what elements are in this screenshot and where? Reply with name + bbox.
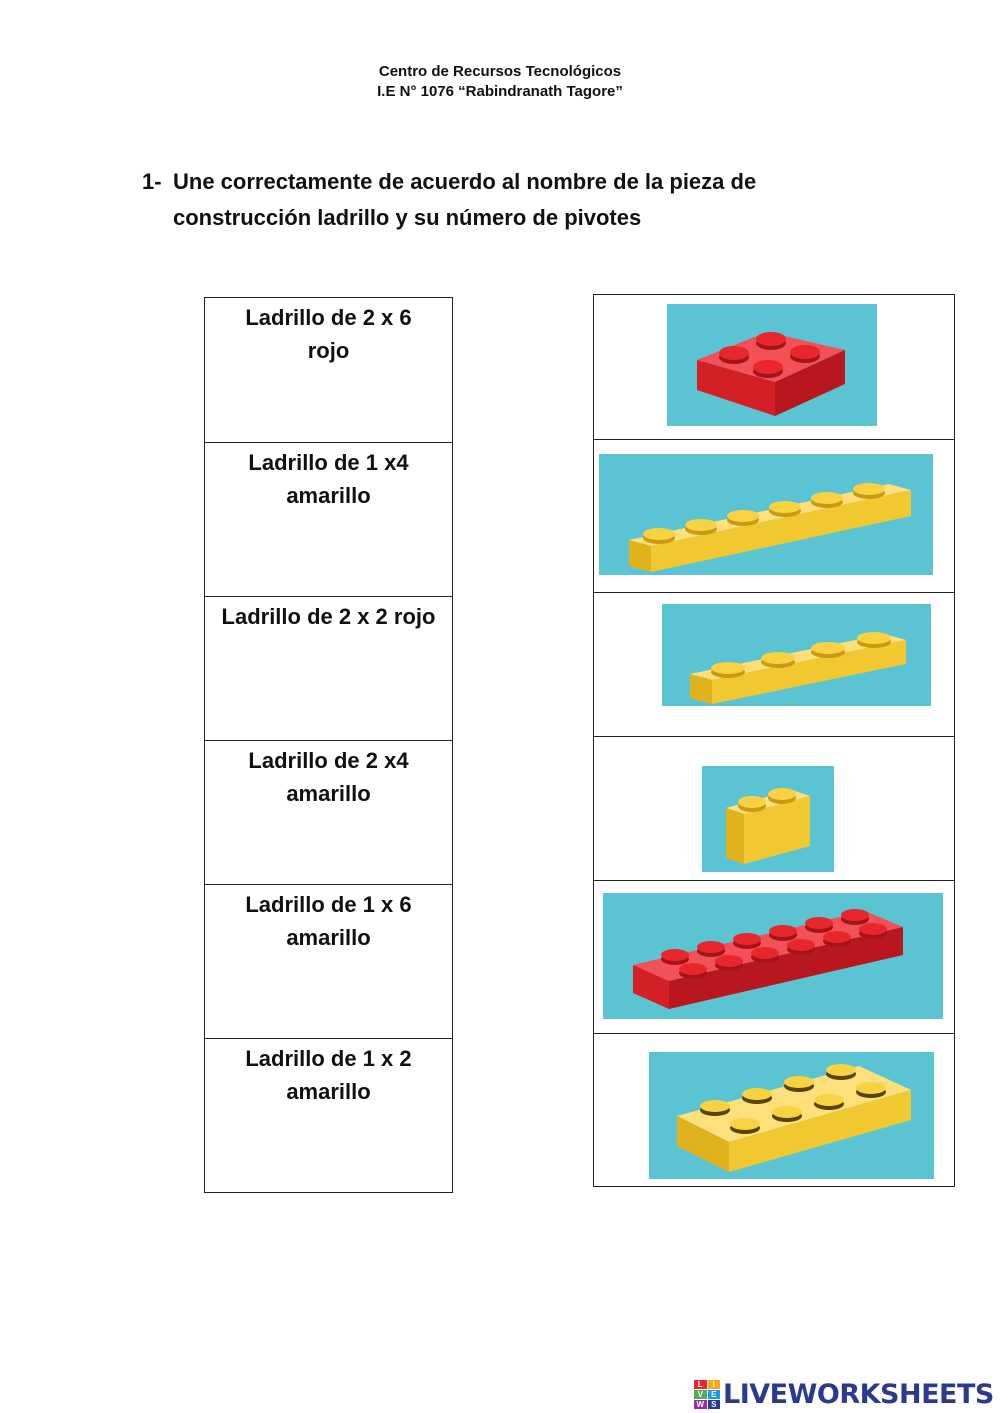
match-label-3[interactable] xyxy=(204,596,453,741)
label-line: Ladrillo de 1 x 6 xyxy=(245,892,412,917)
match-label-6[interactable] xyxy=(204,1038,453,1193)
label-line: amarillo xyxy=(286,781,371,806)
question-text-line-2: construcción ladrillo y su número de pivotes xyxy=(173,205,642,230)
label-line: Ladrillo de 1 x 2 xyxy=(245,1046,412,1071)
yellow-brick-1x2-image xyxy=(702,766,834,872)
document-header xyxy=(0,62,1000,102)
red-brick-2x6-image xyxy=(603,893,943,1019)
label-line: Ladrillo de 2 x4 xyxy=(248,748,409,773)
match-image-cell-6[interactable] xyxy=(593,1033,955,1187)
yellow-brick-2x4-image xyxy=(649,1052,934,1179)
header-line-1: Centro de Recursos Tecnológicos xyxy=(378,63,622,80)
liveworksheets-brand: LIVEWORKSHEETS xyxy=(723,1378,994,1410)
label-line: amarillo xyxy=(286,925,371,950)
question-text-line-1: Une correctamente de acuerdo al nombre de la pieza de xyxy=(173,169,757,194)
liveworksheets-logo[interactable] xyxy=(694,1377,994,1411)
logo-letter: E xyxy=(708,1390,721,1399)
match-image-cell-1[interactable] xyxy=(593,294,955,440)
logo-letter: S xyxy=(708,1400,721,1409)
label-line: rojo xyxy=(307,338,350,363)
logo-letter: W xyxy=(694,1400,707,1409)
match-label-4[interactable] xyxy=(204,740,453,885)
yellow-brick-1x6-image xyxy=(599,454,933,575)
question-number: 1- xyxy=(142,169,162,194)
logo-letter: I xyxy=(708,1380,721,1389)
label-line: Ladrillo de 2 x 6 xyxy=(245,305,412,330)
label-line: Ladrillo de 1 x4 xyxy=(248,450,409,475)
liveworksheets-logo-icon xyxy=(694,1380,720,1408)
label-line: amarillo xyxy=(286,1079,371,1104)
red-brick-2x2-image xyxy=(667,304,877,426)
logo-letter: L xyxy=(694,1380,707,1389)
match-image-cell-3[interactable] xyxy=(593,592,955,737)
yellow-brick-1x4-image xyxy=(662,604,931,706)
match-image-cell-4[interactable] xyxy=(593,736,955,881)
match-image-cell-5[interactable] xyxy=(593,880,955,1034)
header-line-2: I.E N° 1076 “Rabindranath Tagore” xyxy=(377,83,623,100)
match-label-1[interactable] xyxy=(204,297,453,443)
match-image-cell-2[interactable] xyxy=(593,439,955,593)
label-line: Ladrillo de 2 x 2 rojo xyxy=(221,604,436,629)
match-label-2[interactable] xyxy=(204,442,453,597)
label-line: amarillo xyxy=(286,483,371,508)
logo-letter: V xyxy=(694,1390,707,1399)
question-text xyxy=(173,164,873,236)
match-label-5[interactable] xyxy=(204,884,453,1039)
